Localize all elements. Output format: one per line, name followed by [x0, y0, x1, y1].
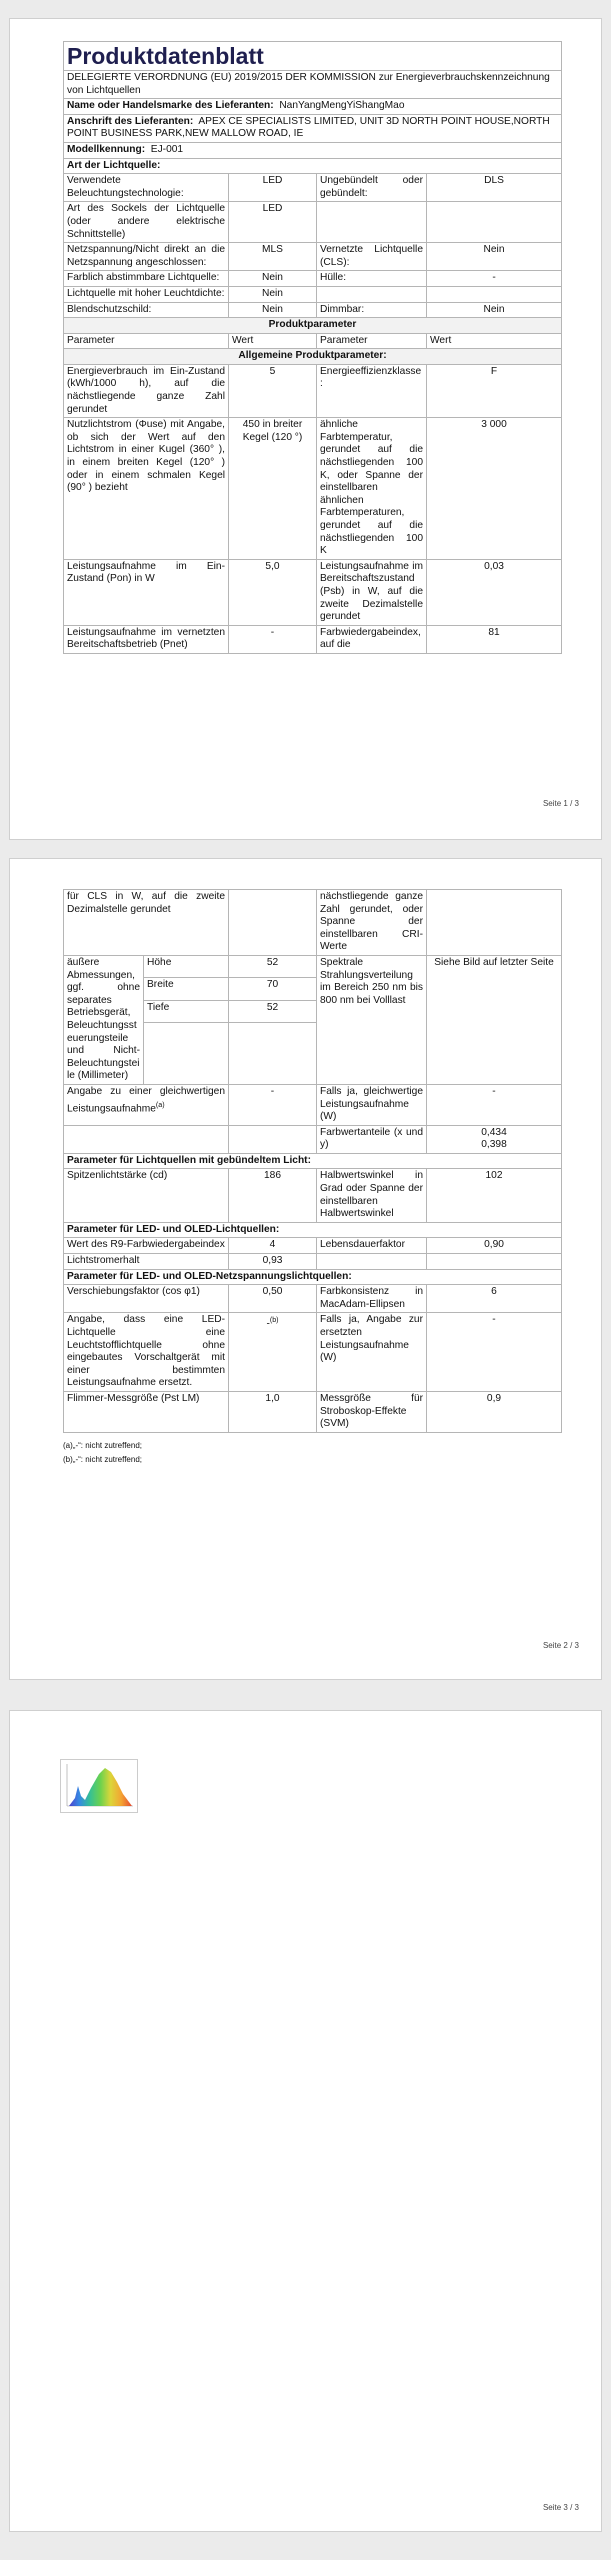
page-3 [9, 1710, 602, 2532]
page-footer: Seite 1 / 3 [542, 799, 579, 808]
type-row [64, 243, 562, 271]
type-value: Nein [229, 271, 317, 287]
led-row [64, 1238, 562, 1254]
general-row [64, 364, 562, 417]
cri-label-cont: nächstliegende ganze Zahl gerundet, oder Spanne der einstellbaren CRI-Werte [317, 890, 427, 956]
doc-title: Produktdatenblatt [64, 42, 562, 71]
type-value: Nein [229, 302, 317, 318]
mains-value: -$^{(b)}$ [229, 1313, 317, 1392]
type-value: LED [229, 202, 317, 243]
mains-value: 6 [427, 1285, 562, 1313]
beam-angle-label: Halbwertswinkel in Grad oder Spanne der einstellbaren Halbwertswinkel [317, 1169, 427, 1222]
general-label: Leistungsaufnahme im Bereitschaftszustand (Psb) in W, auf die zweite Dezimalstelle gerundet [317, 559, 427, 625]
spectral-label: Spektrale Strahlungsverteilung im Bereich 250 nm bis 800 nm bei Volllast [317, 955, 427, 1084]
page-2 [9, 858, 602, 1680]
led-label [317, 1254, 427, 1270]
type-label: Dimmbar: [317, 302, 427, 318]
led-label: Lebensdauerfaktor [317, 1238, 427, 1254]
general-label: Leistungsaufnahme im Ein-Zustand (Pon) in W [64, 559, 229, 625]
dim-depth-value: 52 [229, 1000, 317, 1022]
type-value: MLS [229, 243, 317, 271]
type-value: Nein [427, 243, 562, 271]
mains-label: Farbkonsistenz in MacAdam-Ellipsen [317, 1285, 427, 1313]
type-row [64, 202, 562, 243]
type-value: Nein [229, 286, 317, 302]
dim-height-value: 52 [229, 955, 317, 977]
chromaticity-value: 0,434 0,398 [427, 1125, 562, 1153]
col-header-wert: Wert [427, 333, 562, 349]
led-label: Wert des R9-Farbwiedergabeindex [64, 1238, 229, 1254]
cri-value: 81 [427, 625, 562, 653]
type-row [64, 174, 562, 202]
spectral-value: Siehe Bild auf letzter Seite [427, 955, 562, 1084]
led-heading: Parameter für LED- und OLED-Lichtquellen: [64, 1222, 562, 1238]
col-header-parameter: Parameter [64, 333, 229, 349]
general-label: Energieeffizienzklasse: [317, 364, 427, 417]
mains-value: - [427, 1313, 562, 1392]
footnote-a: (a)„-“: nicht zutreffend; [63, 1440, 142, 1450]
general-row [64, 418, 562, 560]
type-heading: Art der Lichtquelle: [64, 158, 562, 174]
model-value: EJ-001 [150, 143, 184, 155]
standby-net-label-cont: für CLS in W, auf die zweite Dezimalstelle gerundet [64, 890, 229, 956]
equiv-power-w-value: - [427, 1084, 562, 1125]
footnotes [63, 1439, 561, 1467]
directional-heading: Parameter für Lichtquellen mit gebündeltem Licht: [64, 1153, 562, 1169]
type-label: Hülle: [317, 271, 427, 287]
col-header-wert: Wert [229, 333, 317, 349]
product-params-heading: Produktparameter [64, 318, 562, 334]
page-1 [9, 18, 602, 840]
led-row [64, 1254, 562, 1270]
mains-value-sup: (b) [269, 1316, 279, 1325]
footnote-b: (b)„-“: nicht zutreffend; [63, 1454, 142, 1464]
led-value: 4 [229, 1238, 317, 1254]
standby-net-value: - [229, 625, 317, 653]
type-label: Ungebündelt oder gebündelt: [317, 174, 427, 202]
general-value: F [427, 364, 562, 417]
cri-label: Farbwiedergabeindex, auf die [317, 625, 427, 653]
dim-depth-label: Tiefe [144, 1000, 229, 1022]
type-value: Nein [427, 302, 562, 318]
type-value: DLS [427, 174, 562, 202]
type-label: Art des Sockels der Lichtquelle (oder andere elektrische Schnittstelle) [64, 202, 229, 243]
type-label: Lichtquelle mit hoher Leuchtdichte: [64, 286, 229, 302]
model-row: Modellkennung: EJ-001 [64, 142, 562, 158]
mains-value: 0,50 [229, 1285, 317, 1313]
supplier-name-row: Name oder Handelsmarke des Lieferanten: NanYangMengYiShangMao [64, 99, 562, 115]
mains-value: 0,9 [427, 1391, 562, 1432]
peak-intensity-value: 186 [229, 1169, 317, 1222]
general-label: Nutzlichtstrom (Φuse) mit Angabe, ob sich der Wert auf den Lichtstrom in einer Kugel (360° ), in einem breiten Kegel (120° ) oder in einem schmalen Kegel (90° ) bezieht [64, 418, 229, 560]
type-value: - [427, 271, 562, 287]
beam-angle-value: 102 [427, 1169, 562, 1222]
dimensions-label: äußere Abmessungen, ggf. ohne separates Betriebsgerät, Beleuchtungssteuerungsteile und Nicht-Beleuchtungsteile (Millimeter) [64, 955, 144, 1084]
equiv-power-label: Angabe zu einer gleichwertigen Leistungsaufnahme$^{(a)}$ [64, 1084, 229, 1125]
general-value: 0,03 [427, 559, 562, 625]
type-label: Vernetzte Lichtquelle (CLS): [317, 243, 427, 271]
chromaticity-label: Farbwertanteile (x und y) [317, 1125, 427, 1153]
datasheet-table-page-1 [63, 41, 562, 654]
page-footer: Seite 2 / 3 [542, 1641, 579, 1650]
regulation-text: DELEGIERTE VERORDNUNG (EU) 2019/2015 DER KOMMISSION zur Energieverbrauchskennzeichnung von Lichtquellen [64, 71, 562, 99]
supplier-address-value: APEX CE SPECIALISTS LIMITED, UNIT 3D NORTH POINT HOUSE,NORTH POINT BUSINESS PARK,NEW MALLOW ROAD, IE [67, 115, 550, 140]
equiv-power-w-label: Falls ja, gleichwertige Leistungsaufnahme (W) [317, 1084, 427, 1125]
type-row [64, 302, 562, 318]
mains-label: Flimmer-Messgröße (Pst LM) [64, 1391, 229, 1432]
dim-width-value: 70 [229, 978, 317, 1000]
led-value: 0,90 [427, 1238, 562, 1254]
mains-row [64, 1285, 562, 1313]
mains-label: Angabe, dass eine LED-Lichtquelle eine Leuchtstofflichtquelle ohne eingebautes Vorschaltgerät mit einer bestimmten Leistungsaufnahme ersetzt. [64, 1313, 229, 1392]
led-value [427, 1254, 562, 1270]
spectrum-curve [69, 1768, 132, 1806]
mains-heading: Parameter für LED- und OLED-Netzspannungslichtquellen: [64, 1269, 562, 1285]
type-value [427, 286, 562, 302]
general-value: 5,0 [229, 559, 317, 625]
spectrum-image [60, 1759, 138, 1813]
datasheet-table-page-2 [63, 889, 562, 1433]
type-label: Netzspannung/Nicht direkt an die Netzspannung angeschlossen: [64, 243, 229, 271]
col-header-parameter: Parameter [317, 333, 427, 349]
mains-row [64, 1313, 562, 1392]
type-label [317, 286, 427, 302]
dim-width-label: Breite [144, 978, 229, 1000]
type-label: Farblich abstimmbare Lichtquelle: [64, 271, 229, 287]
led-value: 0,93 [229, 1254, 317, 1270]
type-label: Blendschutzschild: [64, 302, 229, 318]
page-footer: Seite 3 / 3 [542, 2503, 579, 2512]
type-row [64, 286, 562, 302]
type-label: Verwendete Beleuchtungstechnologie: [64, 174, 229, 202]
general-heading: Allgemeine Produktparameter: [64, 349, 562, 365]
mains-row [64, 1391, 562, 1432]
standby-net-label: Leistungsaufnahme im vernetzten Bereitschaftsbetrieb (Pnet) [64, 625, 229, 653]
general-value: 450 in breiter Kegel (120 °) [229, 418, 317, 560]
general-label: Energieverbrauch im Ein-Zustand (kWh/1000 h), auf die nächstliegende ganze Zahl gerundet [64, 364, 229, 417]
type-row [64, 271, 562, 287]
mains-label: Verschiebungsfaktor (cos φ1) [64, 1285, 229, 1313]
peak-intensity-label: Spitzenlichtstärke (cd) [64, 1169, 229, 1222]
mains-label: Messgröße für Stroboskop-Effekte (SVM) [317, 1391, 427, 1432]
general-value: 3 000 [427, 418, 562, 560]
supplier-address-row: Anschrift des Lieferanten: APEX CE SPECIALISTS LIMITED, UNIT 3D NORTH POINT HOUSE,NORTH POINT BUSINESS PARK,NEW MALLOW ROAD, IE [64, 114, 562, 142]
spectrum-chart [61, 1760, 137, 1812]
equiv-power-value: - [229, 1084, 317, 1125]
general-label: ähnliche Farbtemperatur, gerundet auf die nächstliegenden 100 K, oder Spanne der einstellbaren ähnlichen Farbtemperaturen, gerundet auf die nächstliegenden 100 K [317, 418, 427, 560]
mains-label: Falls ja, Angabe zur ersetzten Leistungsaufnahme (W) [317, 1313, 427, 1392]
general-row [64, 559, 562, 625]
general-value: 5 [229, 364, 317, 417]
supplier-name-value: NanYangMengYiShangMao [279, 100, 405, 112]
mains-value: 1,0 [229, 1391, 317, 1432]
dim-height-label: Höhe [144, 955, 229, 977]
type-value: LED [229, 174, 317, 202]
led-label: Lichtstromerhalt [64, 1254, 229, 1270]
type-value [427, 202, 562, 243]
type-label [317, 202, 427, 243]
